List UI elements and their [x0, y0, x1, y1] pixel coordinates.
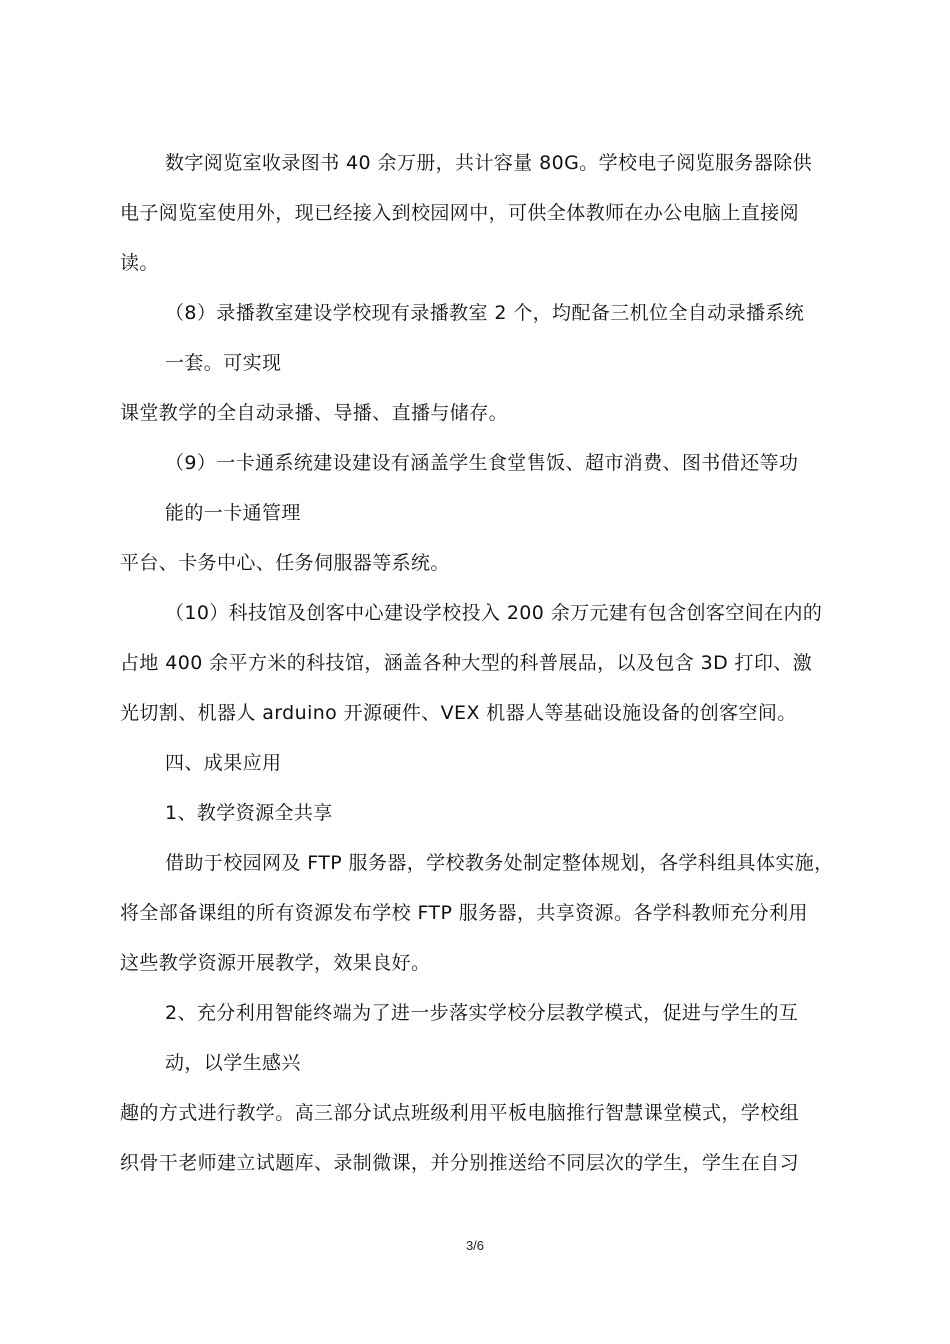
text-line: 趣的方式进行教学。高三部分试点班级利用平板电脑推行智慧课堂模式，学校组 [120, 1102, 800, 1124]
text-line: 平台、卡务中心、任务伺服器等系统。 [120, 552, 450, 574]
text-line: 一套。可实现 [165, 352, 282, 374]
text-line: 2、充分利用智能终端为了进一步落实学校分层教学模式，促进与学生的互 [165, 1002, 799, 1024]
text-line: 织骨干老师建立试题库、录制微课，并分别推送给不同层次的学生，学生在自习 [120, 1152, 800, 1174]
text-line: 光切割、机器人 arduino 开源硬件、VEX 机器人等基础设施设备的创客空间。 [120, 702, 797, 724]
text-line: 借助于校园网及 FTP 服务器，学校教务处制定整体规划，各学科组具体实施， [165, 852, 834, 874]
page-number: 3/6 [465, 1238, 485, 1253]
text-line: 课堂教学的全自动录播、导播、直播与储存。 [120, 402, 509, 424]
text-line: 电子阅览室使用外，现已经接入到校园网中，可供全体教师在办公电脑上直接阅 [120, 202, 800, 224]
text-line: 将全部备课组的所有资源发布学校 FTP 服务器，共享资源。各学科教师充分利用 [120, 902, 808, 924]
text-line: 占地 400 余平方米的科技馆，涵盖各种大型的科普展品，以及包含 3D 打印、激 [120, 652, 813, 674]
text-line: 数字阅览室收录图书 40 余万册，共计容量 80G。学校电子阅览服务器除供 [165, 152, 812, 174]
text-line: 读。 [120, 252, 159, 274]
section-heading: 四、成果应用 [165, 752, 282, 774]
text-line: 能的一卡通管理 [165, 502, 301, 524]
subsection-heading: 1、教学资源全共享 [165, 802, 333, 824]
text-line: （8）录播教室建设学校现有录播教室 2 个，均配备三机位全自动录播系统 [165, 302, 805, 324]
text-line: （10）科技馆及创客中心建设学校投入 200 余万元建有包含创客空间在内的 [165, 602, 823, 624]
text-line: 这些教学资源开展教学，效果良好。 [120, 952, 431, 974]
text-line: 动，以学生感兴 [165, 1052, 301, 1074]
text-line: （9）一卡通系统建设建设有涵盖学生食堂售饭、超市消费、图书借还等功 [165, 452, 799, 474]
